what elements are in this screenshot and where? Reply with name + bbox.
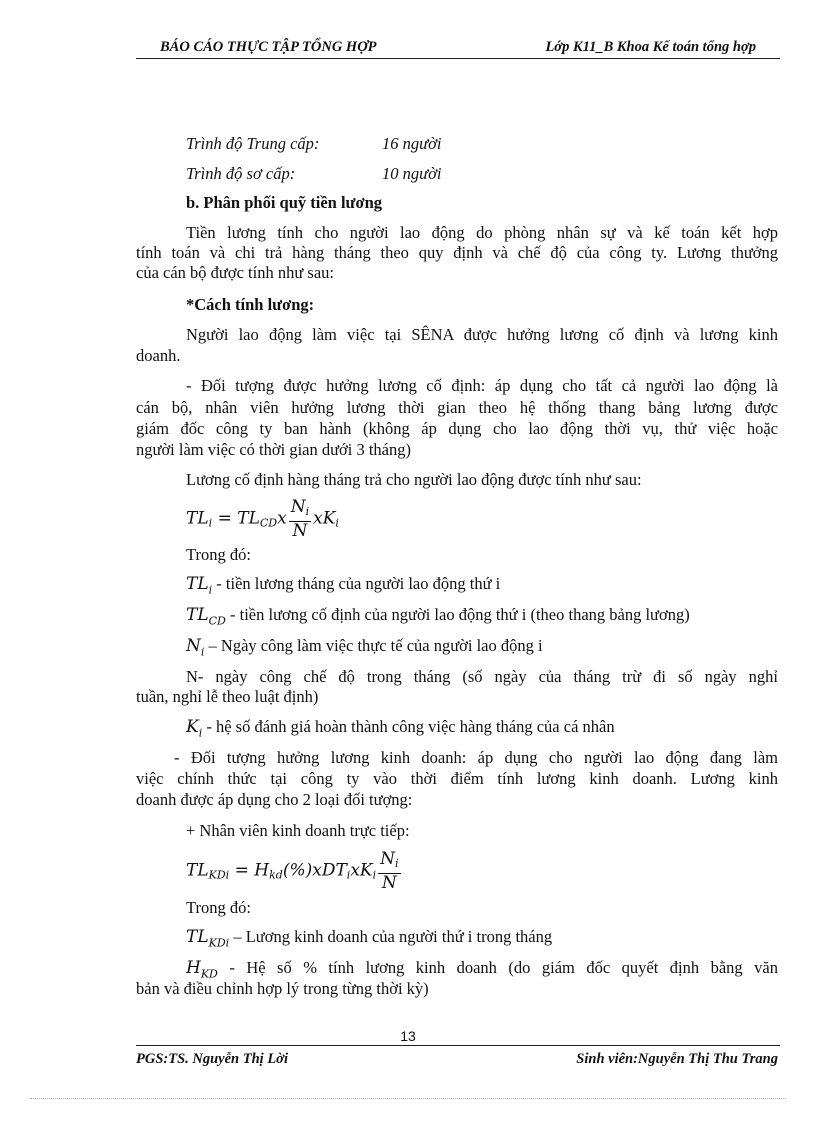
paragraph-line: Người lao động làm việc tại SÊNA được hưởng lương cố định và lương kinh	[186, 325, 778, 344]
definition-row: $TL_i$ - tiền lương tháng của người lao động thứ i	[186, 574, 501, 597]
footer-student: Sinh viên:Nguyễn Thị Thu Trang	[576, 1051, 778, 1067]
paragraph-line: việc chính thức tại công ty vào thời điểm tính lương kinh doanh. Lương kinh	[136, 769, 778, 788]
definition-row: $TL_{CD}$ - tiền lương cố định của người lao động thứ i (theo thang bảng lương)	[186, 605, 690, 628]
paragraph-line: bản và điều chỉnh hợp lý trong từng thời kỳ)	[136, 979, 429, 998]
subsection-title: *Cách tính lương:	[186, 295, 315, 314]
page-number: 13	[400, 1028, 416, 1044]
header-class: Lớp K11_B Khoa Kế toán tổng hợp	[545, 39, 756, 55]
footer-advisor: PGS:TS. Nguyễn Thị Lời	[136, 1051, 288, 1067]
level-label: Trình độ Trung cấp:	[186, 134, 320, 153]
definition-row: $TL_{KDi}$ – Lương kinh doanh của người thứ i trong tháng	[186, 927, 553, 950]
header-title: BÁO CÁO THỰC TẬP TỔNG HỢP	[160, 39, 377, 55]
where-label: Trong đó:	[186, 545, 251, 564]
paragraph-line: Lương cố định hàng tháng trả cho người lao động được tính như sau:	[186, 470, 642, 489]
paragraph-line: của cán bộ được tính như sau:	[136, 263, 334, 282]
paragraph-line: cán bộ, nhân viên hưởng lương thời gian theo hệ thống thang bảng lương được	[136, 398, 778, 417]
section-title: b. Phân phối quỹ tiền lương	[186, 193, 383, 212]
paragraph-line: doanh.	[136, 346, 181, 365]
level-value: 10 người	[382, 164, 442, 183]
paragraph-line: doanh được áp dụng cho 2 loại đối tượng:	[136, 790, 413, 809]
formula-business-salary: $TL_{KDi} = H_{kd}(\%)xDT_ixK_i$ $\frac{N_i}{N}$	[186, 849, 399, 893]
level-label: Trình độ sơ cấp:	[186, 164, 296, 183]
where-label: Trong đó:	[186, 898, 251, 917]
definition-row: $K_i$ - hệ số đánh giá hoàn thành công việc hàng tháng của cá nhân	[186, 717, 615, 740]
level-row	[186, 133, 816, 155]
paragraph-line: giám đốc công ty ban hành (không áp dụng cho lao động thời vụ, thử việc hoặc	[136, 419, 778, 438]
formula-fixed-salary: $TL_i = TL_{CD}x$ $\frac{N_i}{N}$ $xK_i$	[186, 497, 339, 541]
level-row	[186, 163, 816, 185]
paragraph-line: người làm việc có thời gian dưới 3 tháng)	[136, 440, 412, 459]
paragraph-line: - Đối tượng hưởng lương kinh doanh: áp dụng cho người lao động đang làm	[174, 748, 778, 767]
paragraph-line: tính toán và chi trả hàng tháng theo quy định và chế độ của công ty. Lương thưởng	[136, 243, 778, 262]
paragraph-line: + Nhân viên kinh doanh trực tiếp:	[186, 821, 410, 840]
page-edge-divider	[30, 1098, 786, 1099]
definition-row: $H_{KD}$ - Hệ số % tính lương kinh doanh (do giám đốc quyết định bằng văn	[186, 958, 778, 981]
paragraph-line: tuần, nghỉ lễ theo luật định)	[136, 687, 319, 706]
paragraph-line: Tiền lương tính cho người lao động do phòng nhân sự và kế toán kết hợp	[186, 223, 778, 242]
definition-row: $N_i$ – Ngày công làm việc thực tế của người lao động i	[186, 636, 543, 659]
paragraph-line: N- ngày công chế độ trong tháng (số ngày của tháng trừ đi số ngày nghỉ	[186, 667, 778, 686]
level-value: 16 người	[382, 134, 442, 153]
paragraph-line: - Đối tượng được hưởng lương cố định: áp dụng cho tất cả người lao động là	[186, 376, 778, 395]
page-header	[136, 38, 780, 59]
page-footer	[136, 1045, 780, 1070]
